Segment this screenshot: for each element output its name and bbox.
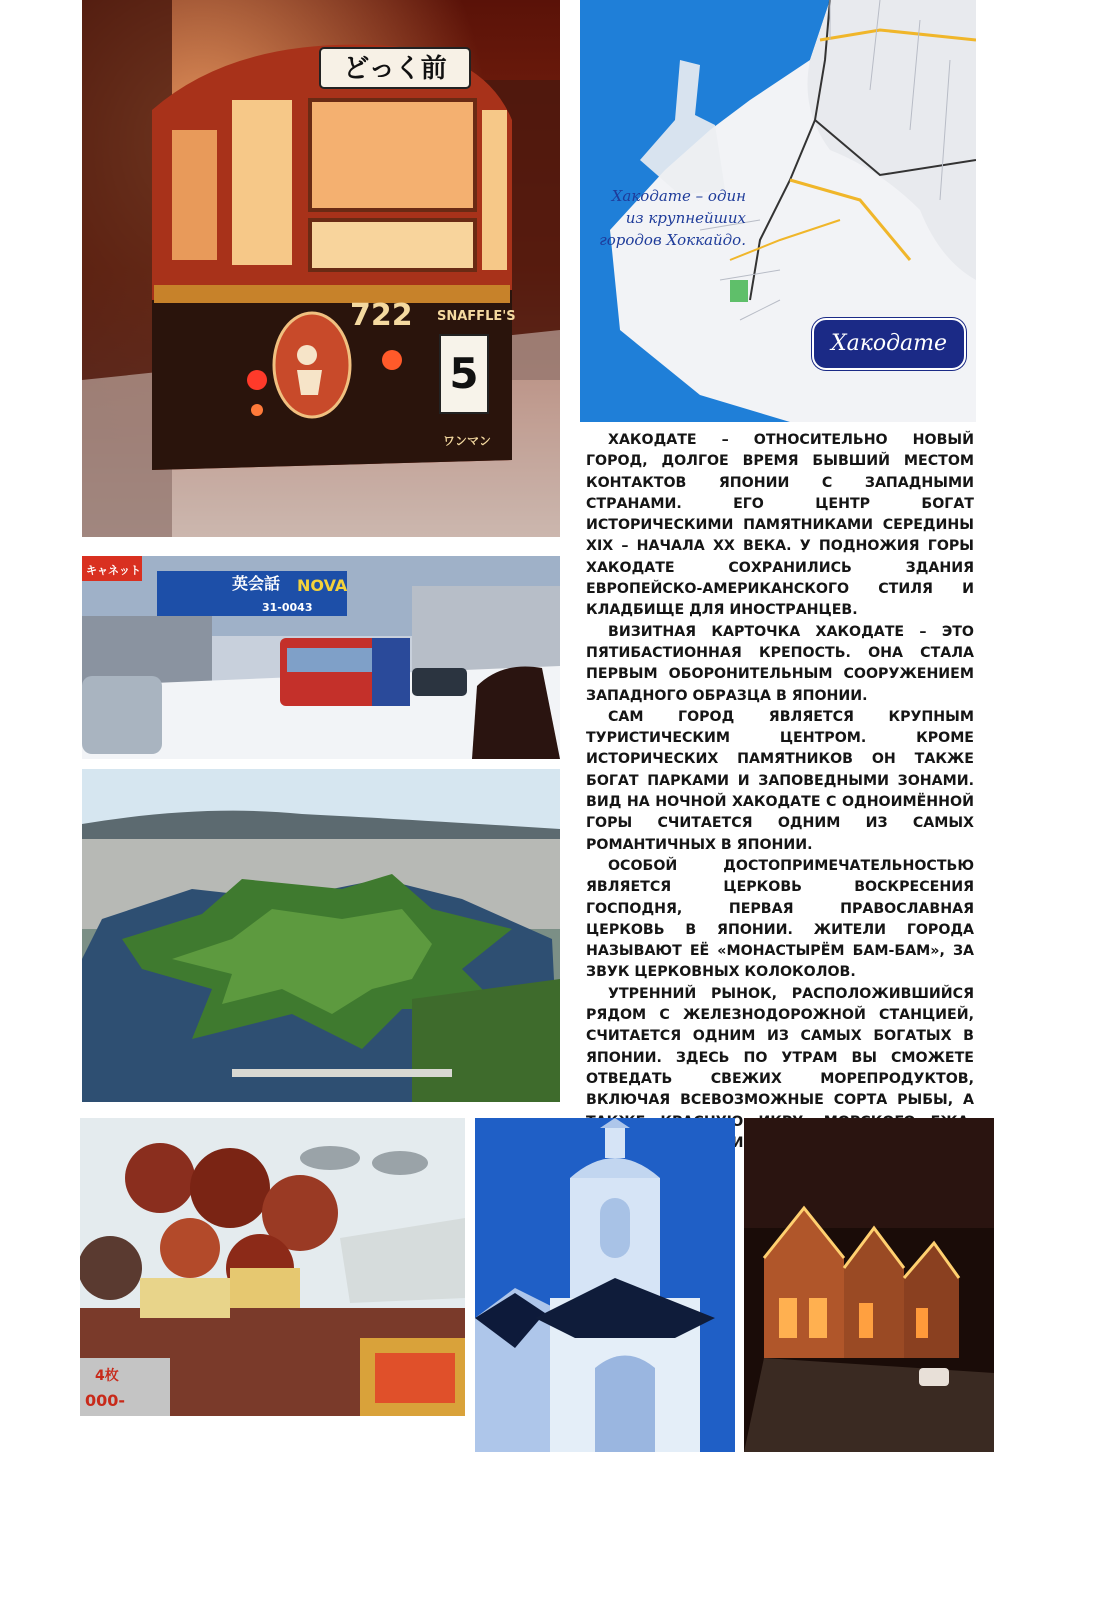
map-city-badge: Хакодате	[812, 318, 966, 370]
tram-route-number: 5	[449, 349, 479, 398]
fish-market-photo	[80, 1118, 465, 1416]
tram-number: 722	[350, 298, 413, 333]
star-fort-photo	[82, 769, 560, 1102]
fish-price-label-bottom: 000-	[85, 1391, 126, 1410]
tram-destination-sign: どっく前	[343, 54, 447, 84]
article-text	[586, 430, 974, 1197]
street-sign-left: キャネット	[86, 564, 141, 577]
tram-side-text: SNAFFLE'S	[437, 309, 516, 324]
article-paragraph-3: САМ ГОРОД ЯВЛЯЕТСЯ КРУПНЫМ ТУРИСТИЧЕСКИМ ЦЕНТРОМ. КРОМЕ ИСТОРИЧЕСКИХ ПАМЯТНИКОВ ОН ТАКЖЕ БОГАТ ПАРКАМИ И ЗАПОВЕДНЫМИ ЗОНАМИ. ВИД НА НОЧНОЙ ХАКОДАТЕ С ОДНОИМЁННОЙ ГОРЫ СЧИТАЕТСЯ ОДНИМ ИЗ САМЫХ РОМАНТИЧНЫХ В ЯПОНИИ.	[586, 708, 974, 853]
street-sign-nova: NOVA	[297, 576, 348, 595]
street-tram-photo	[82, 556, 560, 759]
tram-photo	[82, 0, 560, 537]
street-sign-phone: 31-0043	[262, 601, 313, 614]
church-photo	[475, 1118, 735, 1452]
brick-warehouses-photo	[744, 1118, 994, 1452]
map-caption: Хакодате – один из крупнейших городов Хоккайдо.	[599, 187, 746, 249]
article-paragraph-4: ОСОБОЙ ДОСТОПРИМЕЧАТЕЛЬНОСТЬЮ ЯВЛЯЕТСЯ ЦЕРКОВЬ ВОСКРЕСЕНИЯ ГОСПОДНЯ, ПЕРВАЯ ПРАВОСЛАВНАЯ ЦЕРКОВЬ В ЯПОНИИ. ЖИТЕЛИ ГОРОДА НАЗЫВАЮТ ЕЁ «МОНАСТЫРЁМ БАМ-БАМ», ЗА ЗВУК ЦЕРКОВНЫХ КОЛОКОЛОВ.	[586, 857, 974, 981]
article-paragraph-5: УТРЕННИЙ РЫНОК, РАСПОЛОЖИВШИЙСЯ РЯДОМ С ЖЕЛЕЗНОДОРОЖНОЙ СТАНЦИЕЙ, СЧИТАЕТСЯ ОДНИМ ИЗ САМЫХ БОГАТЫХ В ЯПОНИИ. ЗДЕСЬ ПО УТРАМ ВЫ СМОЖЕТЕ ОТВЕДАТЬ СВЕЖИХ МОРЕПРОДУКТОВ, ВКЛЮЧАЯ ВСЕВОЗМОЖНЫЕ СОРТА РЫБЫ, А	[586, 985, 974, 1109]
article-paragraph-2: ВИЗИТНАЯ КАРТОЧКА ХАКОДАТЕ – ЭТО ПЯТИБАСТИОННАЯ КРЕПОСТЬ. ОНА СТАЛА ПЕРВЫМ ОБОРОНИТЕЛЬНЫМ СООРУЖЕНИЕМ ЗАПАДНОГО ОБРАЗЦА В ЯПОНИИ.	[586, 623, 974, 704]
article-paragraph-1: ХАКОДАТЕ – ОТНОСИТЕЛЬНО НОВЫЙ ГОРОД, ДОЛГОЕ ВРЕМЯ БЫВШИЙ МЕСТОМ КОНТАКТОВ ЯПОНИИ С ЗАПАДНЫМИ СТРАНАМИ. ЕГО ЦЕНТР БОГАТ ИСТОРИЧЕСКИМИ ПАМЯТНИКАМИ СЕРЕДИНЫ XIX – НАЧАЛА XX ВЕКА. У ПОДНОЖИЯ ГОРЫ ХАКОДАТЕ СОХРАНИЛИСЬ ЗДАНИЯ ЕВРОПЕЙСКО-АМЕРИКАНСКОГО СТИЛЯ И КЛАДБИЩЕ ДЛЯ ИНОСТРАНЦЕВ.	[586, 432, 974, 619]
fish-price-label-top: 4枚	[95, 1368, 119, 1384]
street-sign-jp: 英会話	[232, 574, 281, 593]
tram-oneman-label: ワンマン	[442, 434, 492, 448]
